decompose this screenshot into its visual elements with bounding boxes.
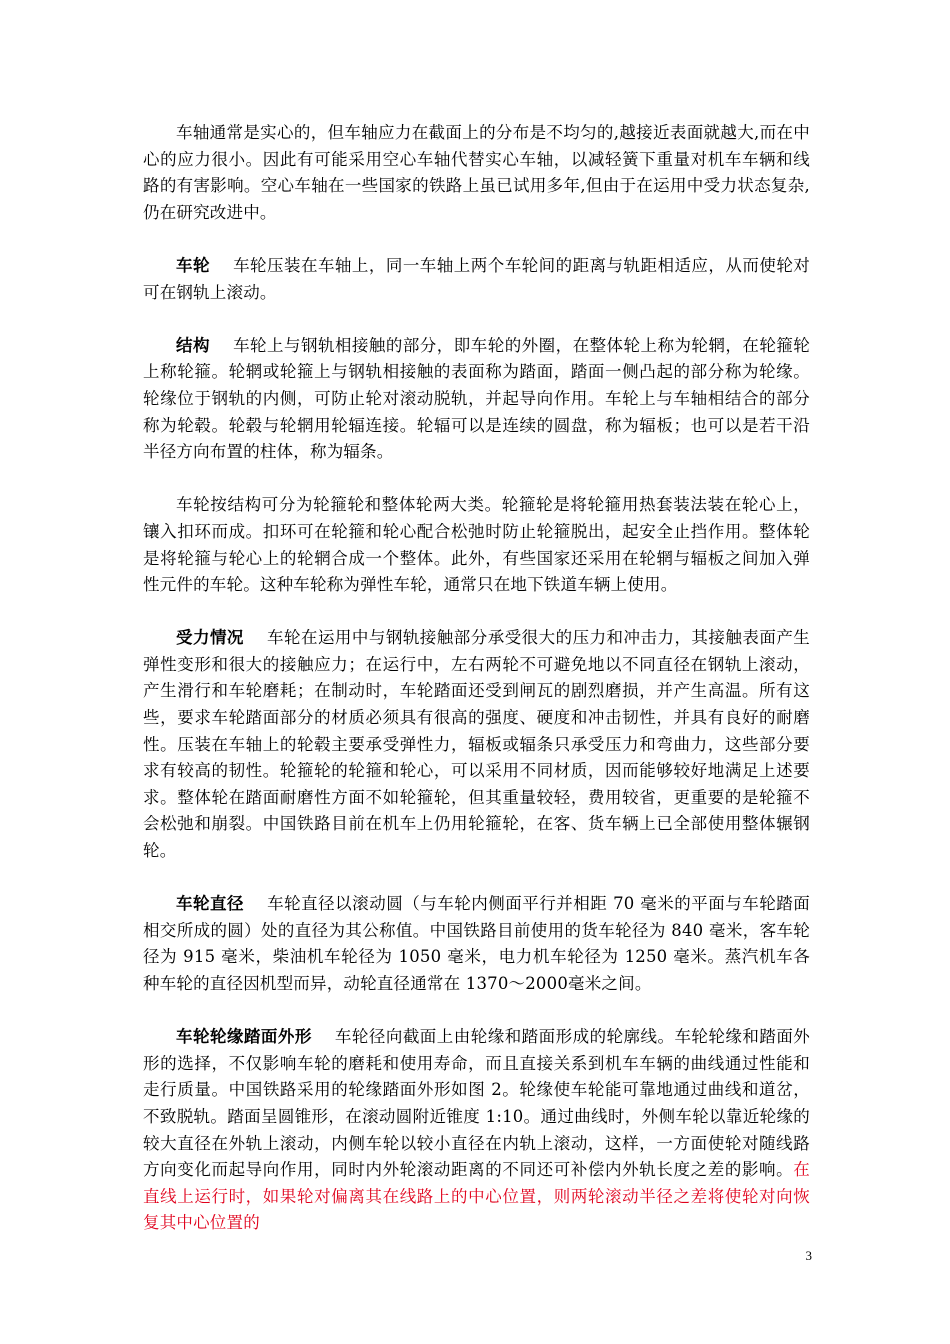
paragraph-wheel [143, 253, 810, 306]
section-heading-forces: 受力情况 [176, 628, 244, 648]
paragraph-text: 车轮上与钢轨相接触的部分，即车轮的外圈，在整体轮上称为轮辋，在轮箍轮上称轮箍。轮辋或轮箍上与钢轨相接触的表面称为踏面，踏面一侧凸起的部分称为轮缘。轮缘位于钢轨的内侧，可防止轮对滚动脱轨，并起导向作用。车轮上与车轴相结合的部分称为轮毂。轮毂与轮辋用轮辐连接。轮辐可以是连续的圆盘，称为辐板；也可以是若干沿半径方向布置的柱体，称为辐条。 [143, 335, 810, 462]
paragraph-structure [143, 333, 810, 466]
paragraph-diameter [143, 891, 810, 997]
paragraph-text: 车轮压装在车轴上，同一车轴上两个车轮间的距离与轨距相适应，从而使轮对可在钢轨上滚动。 [143, 255, 810, 302]
paragraph-text: 车轮直径以滚动圆（与车轮内侧面平行并相距 70 毫米的平面与车轮踏面相交所成的圆）处的直径为其公称值。中国铁路目前使用的货车轮径为 840 毫米，客车轮径为 915 毫米，柴油机车轮径为 1050 毫米，电力机车轮径为 1250 毫米。蒸汽机车各种车轮的直径因机型而异，动轮直径通常在 1370～2000毫米之间。 [143, 894, 810, 993]
section-heading-structure: 结构 [176, 335, 210, 355]
paragraph-text: 车轮径向截面上由轮缘和踏面形成的轮廓线。车轮轮缘和踏面外形的选择，不仅影响车轮的磨耗和使用寿命，而且直接关系到机车车辆的曲线通过性能和走行质量。中国铁路采用的轮缘踏面外形如图 2。轮缘使车轮能可靠地通过曲线和道岔，不致脱轨。踏面呈圆锥形，在滚动圆附近锥度 1:10。通过曲线时，外侧车轮以靠近轮缘的较大直径在外轨上滚动，内侧车轮以较小直径在内轨上滚动，这样，一方面使轮对随线路方向变化而起导向作用，同时内外轮滚动距离的不同还可补偿内外轨长度之差的影响。 [143, 1027, 810, 1180]
document-body [143, 120, 810, 1264]
highlighted-text: 在直线上运行时，如果轮对偏离其在线路上的中心位置，则两轮滚动半径之差将使轮对向恢复其中心位置的 [143, 1160, 810, 1233]
paragraph-text: 车轮按结构可分为轮箍轮和整体轮两大类。轮箍轮是将轮箍用热套装法装在轮心上，镶入扣环而成。扣环可在轮箍和轮心配合松弛时防止轮箍脱出，起安全止挡作用。整体轮是将轮箍与轮心上的轮辋合成一个整体。此外，有些国家还采用在轮辋与辐板之间加入弹性元件的车轮。这种车轮称为弹性车轮，通常只在地下铁道车辆上使用。 [143, 495, 810, 595]
paragraph-wheel-types [143, 492, 810, 598]
paragraph-text: 车轮在运用中与钢轨接触部分承受很大的压力和冲击力，其接触表面产生弹性变形和很大的接触应力；在运行中，左右两轮不可避免地以不同直径在钢轨上滚动，产生滑行和车轮磨耗；在制动时，车轮踏面还受到闸瓦的剧烈磨损，并产生高温。所有这些，要求车轮踏面部分的材质必须具有很高的强度、硬度和冲击韧性，并具有良好的耐磨性。压装在车轴上的轮毂主要承受弹性力，辐板或辐条只承受压力和弯曲力，这些部分要求有较高的韧性。轮箍轮的轮箍和轮心，可以采用不同材质，因而能够较好地满足上述要求。整体轮在踏面耐磨性方面不如轮箍轮，但其重量较轻，费用较省，更重要的是轮箍不会松弛和崩裂。中国铁路目前在机车上仍用轮箍轮，在客、货车辆上已全部使用整体辗钢轮。 [143, 628, 810, 861]
section-heading-tread-profile: 车轮轮缘踏面外形 [176, 1027, 312, 1047]
paragraph-tread-profile [143, 1024, 810, 1237]
section-heading-wheel: 车轮 [176, 255, 210, 275]
paragraph-text: 车轴通常是实心的，但车轴应力在截面上的分布是不均匀的,越接近表面就越大,而在中心的应力很小。因此有可能采用空心车轴代替实心车轴，以减轻簧下重量对机车车辆和线路的有害影响。空心车轴在一些国家的铁路上虽已试用多年,但由于在运用中受力状态复杂,仍在研究改进中。 [143, 123, 810, 222]
paragraph-hollow-axle [143, 120, 810, 226]
paragraph-forces [143, 625, 810, 864]
section-heading-diameter: 车轮直径 [176, 894, 245, 914]
page-number: 3 [805, 1248, 812, 1263]
